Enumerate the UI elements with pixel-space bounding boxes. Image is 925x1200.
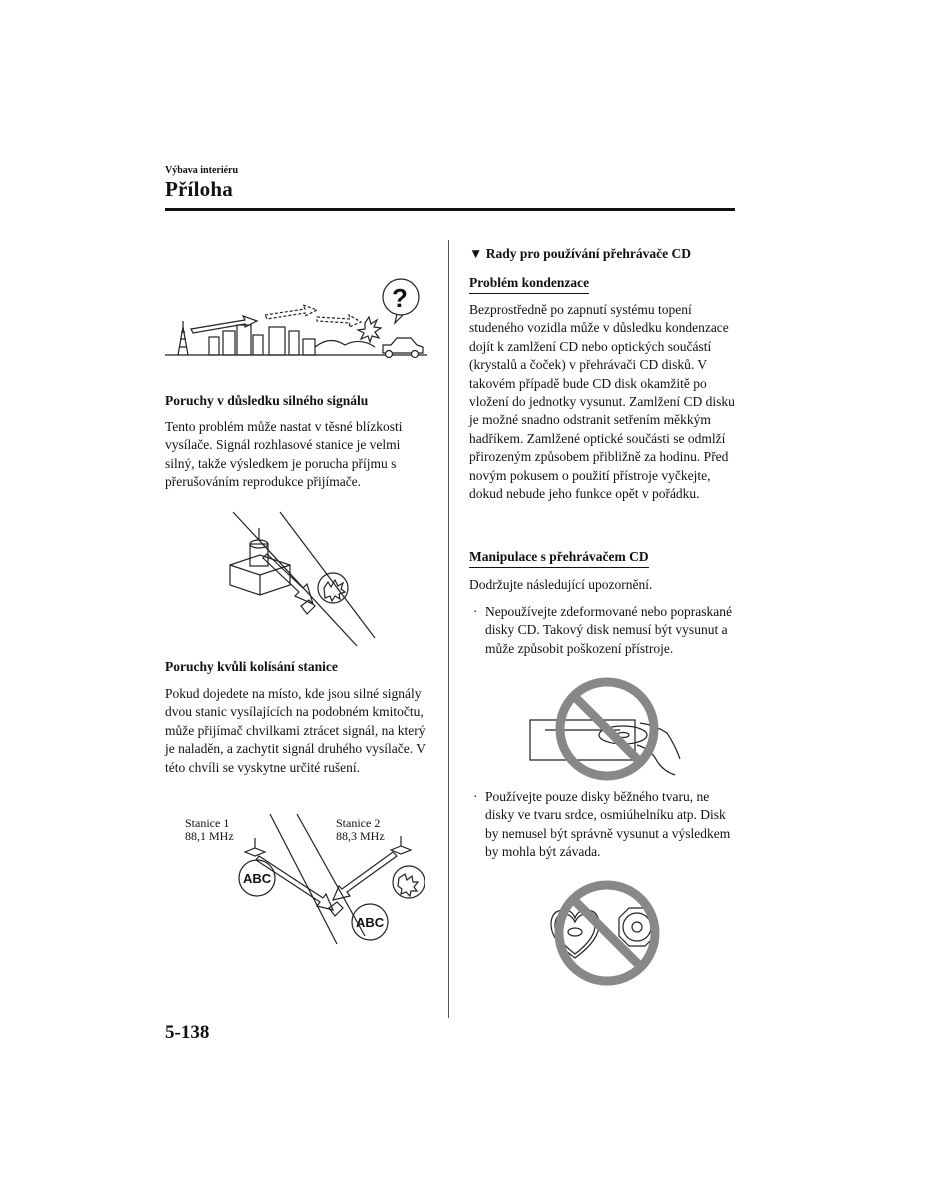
svg-text:?: ? bbox=[392, 283, 408, 313]
two-stations-illustration bbox=[225, 812, 425, 947]
list-item-irregular-discs bbox=[473, 788, 737, 883]
station1-name: Stanice 1 bbox=[185, 816, 230, 830]
bullet-dot: · bbox=[473, 604, 478, 619]
paragraph-strong-signal: Tento problém může nastat v těsné blízkosti vysílače. Signál rozhlasové stanice je velmi silný, takže výsledkem je porucha příjmu s přerušováním reprodukce přijímače. bbox=[165, 419, 403, 490]
heading-condensation: Problém kondenzace bbox=[469, 275, 589, 294]
abc-glyph-1: ABC bbox=[243, 871, 272, 886]
paragraph-station-fluctuation: Pokud dojedete na místo, kde jsou silné signály dvou stanic vysílajících na podobném kmitočtu, může přijímač chvilkami ztrácet signál, na který je naladěn, a zachytit signál druhého vysílače. V této chvíli se vyskytne určité rušení. bbox=[165, 686, 426, 775]
paragraph-cd-handling: Dodržujte následující upozornění. bbox=[469, 577, 653, 592]
paragraph-condensation: Bezprostředně po zapnutí systému topení studeného vozidla může v důsledku kondenzace dojít k zamlžení CD nebo optických součástí (krystalů a čoček) v přehrávači CD disků. V takovém případě bude CD disk okamžitě po vložení do jednotky vysunut. Zamlžení CD disku je možné snadno odstranit setřením měkkým hadříkem. Zamlžené optické součásti se odmlží přirozeným způsobem přibližně za hodinu. Před novým pokusem o použití přístroje vyčkejte, dokud nebude jeho funkce opět v pořádku. bbox=[469, 302, 735, 502]
station2-name: Stanice 2 bbox=[336, 816, 381, 830]
page-title: Příloha bbox=[165, 177, 233, 201]
page-number: 5-138 bbox=[165, 1022, 210, 1043]
section-label: Výbava interiéru bbox=[165, 165, 239, 176]
title-rule bbox=[165, 208, 735, 211]
no-damaged-cd-illustration bbox=[525, 675, 690, 783]
heading-cd-tips: ▼ Rady pro používání přehrávače CD bbox=[469, 246, 691, 261]
abc-glyph-2: ABC bbox=[356, 915, 385, 930]
bullet-dot: · bbox=[473, 789, 478, 804]
heading-cd-handling: Manipulace s přehrávačem CD bbox=[469, 549, 649, 568]
list-item-damaged-discs bbox=[473, 603, 737, 678]
heading-station-fluctuation: Poruchy kvůli kolísání stanice bbox=[165, 659, 338, 674]
list-item-text: Používejte pouze disky běžného tvaru, ne disky ve tvaru srdce, osmiúhelníku atp. Disk by nemusel být správně vysunut a výsledkem by mohla být závada. bbox=[485, 789, 731, 860]
column-divider bbox=[448, 240, 449, 1018]
transmitter-road-illustration bbox=[225, 510, 385, 650]
station2-frequency: 88,3 MHz bbox=[336, 829, 385, 843]
no-irregular-disc-illustration bbox=[545, 878, 675, 988]
list-item-text: Nepoužívejte zdeformované nebo popraskané disky CD. Takový disk nemusí být vysunut a může způsobit poškození přístroje. bbox=[485, 604, 733, 656]
signal-interference-illustration bbox=[165, 275, 430, 360]
heading-strong-signal: Poruchy v důsledku silného signálu bbox=[165, 393, 369, 408]
station1-frequency: 88,1 MHz bbox=[185, 829, 234, 843]
